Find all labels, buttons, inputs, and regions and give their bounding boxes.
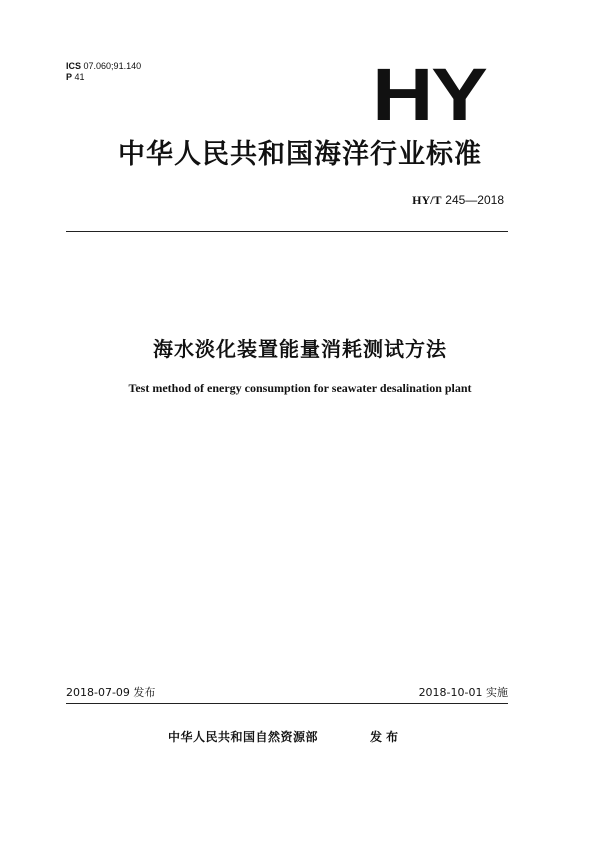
ics-label: ICS (66, 61, 82, 71)
standard-code-number: 245—2018 (445, 193, 504, 207)
ics-code: 07.060;91.140 (83, 61, 142, 71)
title-chinese: 海水淡化装置能量消耗测试方法 (153, 337, 447, 361)
class-label: P (66, 72, 73, 82)
top-divider (66, 231, 508, 232)
title-english: Test method of energy consumption for seawater desalination plant (128, 381, 472, 395)
bottom-divider (66, 703, 508, 704)
issuer-name: 中华人民共和国自然资源部 (168, 730, 319, 744)
class-line (66, 72, 141, 83)
implementation-date: 2018-10-01 实施 (418, 686, 508, 699)
classification-block (66, 61, 141, 83)
hy-logo: HY (372, 53, 486, 136)
standard-code (412, 193, 504, 207)
issue-date: 2018-07-09 发布 (66, 686, 156, 699)
issuer-action: 发布 (370, 730, 403, 744)
class-code: 41 (74, 72, 85, 82)
standard-category: 中华人民共和国海洋行业标准 (118, 139, 482, 170)
standard-code-prefix: HY/T (412, 193, 442, 207)
ics-line (66, 61, 141, 72)
